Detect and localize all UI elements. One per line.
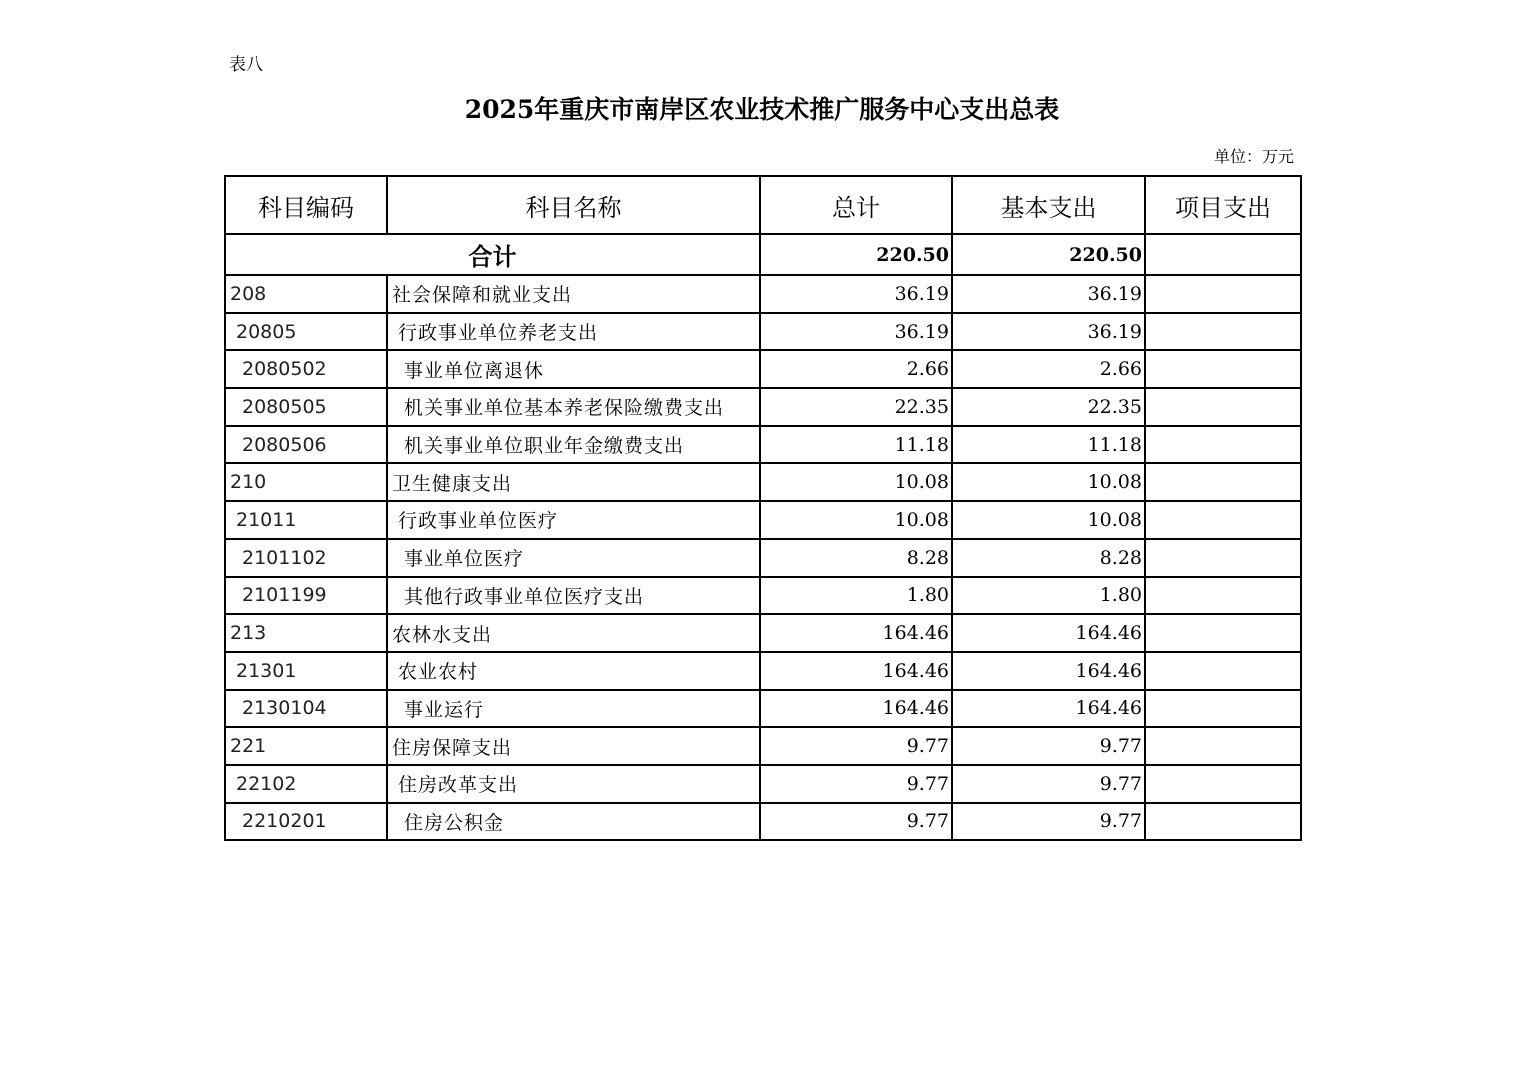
expenditure-table (224, 175, 1302, 841)
row-basic: 9.77 (952, 803, 1145, 841)
document-title: 2025年重庆市南岸区农业技术推广服务中心支出总表 (464, 95, 1060, 124)
row-project (1145, 577, 1301, 615)
row-code: 2080506 (225, 426, 387, 464)
row-name: 住房公积金 (387, 803, 760, 841)
row-name: 社会保障和就业支出 (387, 275, 760, 313)
row-project (1145, 727, 1301, 765)
table-row (225, 388, 1301, 426)
row-project (1145, 765, 1301, 803)
row-name: 住房保障支出 (387, 727, 760, 765)
row-project (1145, 463, 1301, 501)
table-row (225, 350, 1301, 388)
row-basic: 1.80 (952, 577, 1145, 615)
row-code: 2210201 (225, 803, 387, 841)
summary-total: 220.50 (760, 234, 952, 275)
row-project (1145, 501, 1301, 539)
row-code: 21011 (225, 501, 387, 539)
row-basic: 11.18 (952, 426, 1145, 464)
row-total: 2.66 (760, 350, 952, 388)
row-code: 2080502 (225, 350, 387, 388)
row-basic: 2.66 (952, 350, 1145, 388)
table-row (225, 313, 1301, 351)
row-name: 机关事业单位基本养老保险缴费支出 (387, 388, 760, 426)
table-row (225, 539, 1301, 577)
row-basic: 8.28 (952, 539, 1145, 577)
row-project (1145, 803, 1301, 841)
row-total: 22.35 (760, 388, 952, 426)
row-total: 164.46 (760, 614, 952, 652)
table-row (225, 577, 1301, 615)
row-code: 210 (225, 463, 387, 501)
table-body (225, 234, 1301, 840)
row-basic: 164.46 (952, 652, 1145, 690)
row-code: 213 (225, 614, 387, 652)
table-row (225, 652, 1301, 690)
table-row (225, 614, 1301, 652)
table-row (225, 690, 1301, 728)
row-total: 9.77 (760, 803, 952, 841)
header-total: 总计 (760, 176, 952, 234)
row-basic: 9.77 (952, 765, 1145, 803)
table-row (225, 803, 1301, 841)
row-total: 36.19 (760, 275, 952, 313)
row-name: 农业农村 (387, 652, 760, 690)
row-total: 164.46 (760, 690, 952, 728)
row-project (1145, 388, 1301, 426)
row-project (1145, 539, 1301, 577)
row-name: 事业单位医疗 (387, 539, 760, 577)
row-code: 221 (225, 727, 387, 765)
row-basic: 36.19 (952, 313, 1145, 351)
header-project: 项目支出 (1145, 176, 1301, 234)
row-project (1145, 426, 1301, 464)
row-name: 卫生健康支出 (387, 463, 760, 501)
summary-label: 合计 (225, 234, 760, 275)
row-code: 2130104 (225, 690, 387, 728)
summary-basic: 220.50 (952, 234, 1145, 275)
table-label: 表八 (229, 55, 263, 75)
row-project (1145, 313, 1301, 351)
row-basic: 22.35 (952, 388, 1145, 426)
row-total: 9.77 (760, 727, 952, 765)
row-basic: 10.08 (952, 501, 1145, 539)
row-total: 9.77 (760, 765, 952, 803)
summary-row (225, 234, 1301, 275)
row-project (1145, 690, 1301, 728)
row-project (1145, 275, 1301, 313)
row-name: 其他行政事业单位医疗支出 (387, 577, 760, 615)
row-name: 机关事业单位职业年金缴费支出 (387, 426, 760, 464)
row-code: 2101199 (225, 577, 387, 615)
row-project (1145, 614, 1301, 652)
row-total: 8.28 (760, 539, 952, 577)
row-total: 10.08 (760, 501, 952, 539)
row-project (1145, 652, 1301, 690)
row-code: 22102 (225, 765, 387, 803)
row-total: 1.80 (760, 577, 952, 615)
row-total: 11.18 (760, 426, 952, 464)
row-total: 10.08 (760, 463, 952, 501)
header-code: 科目编码 (225, 176, 387, 234)
row-code: 20805 (225, 313, 387, 351)
header-name: 科目名称 (387, 176, 760, 234)
table-row (225, 765, 1301, 803)
row-basic: 36.19 (952, 275, 1145, 313)
unit-note: 单位：万元 (1213, 147, 1294, 166)
table-row (225, 727, 1301, 765)
row-total: 164.46 (760, 652, 952, 690)
row-basic: 9.77 (952, 727, 1145, 765)
row-code: 21301 (225, 652, 387, 690)
row-name: 行政事业单位养老支出 (387, 313, 760, 351)
row-project (1145, 350, 1301, 388)
row-basic: 10.08 (952, 463, 1145, 501)
row-code: 208 (225, 275, 387, 313)
table-row (225, 463, 1301, 501)
header-basic: 基本支出 (952, 176, 1145, 234)
row-code: 2101102 (225, 539, 387, 577)
row-total: 36.19 (760, 313, 952, 351)
row-name: 住房改革支出 (387, 765, 760, 803)
row-basic: 164.46 (952, 690, 1145, 728)
header-row (225, 176, 1301, 234)
row-name: 事业单位离退休 (387, 350, 760, 388)
row-code: 2080505 (225, 388, 387, 426)
table-row (225, 275, 1301, 313)
table-row (225, 426, 1301, 464)
row-name: 农林水支出 (387, 614, 760, 652)
summary-project (1145, 234, 1301, 275)
row-basic: 164.46 (952, 614, 1145, 652)
row-name: 事业运行 (387, 690, 760, 728)
table-row (225, 501, 1301, 539)
row-name: 行政事业单位医疗 (387, 501, 760, 539)
